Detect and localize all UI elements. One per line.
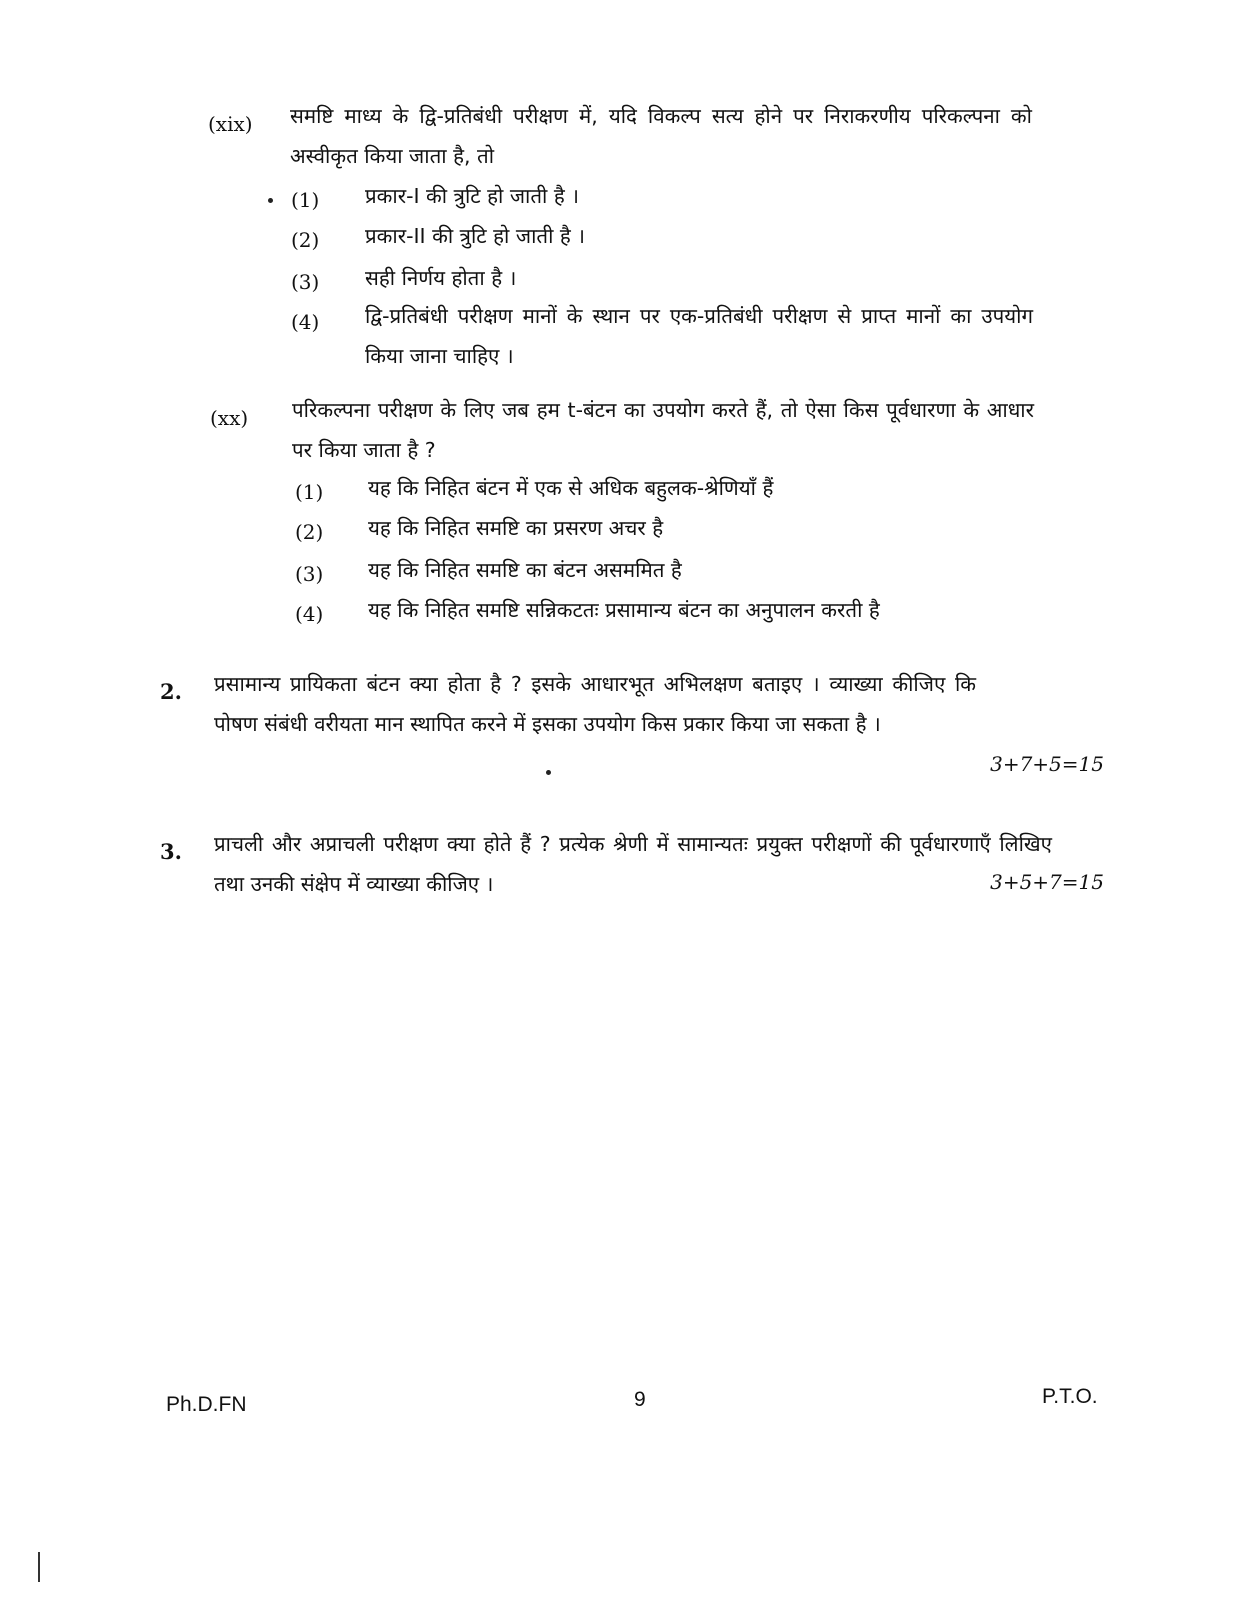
footer-page-number: 9: [634, 1388, 646, 1411]
question-xx-option-4-num: (4): [295, 602, 324, 626]
question-xix-option-2-num: (2): [291, 228, 320, 252]
question-xix-text: समष्टि माध्य के द्वि-प्रतिबंधी परीक्षण में, यदि विकल्प सत्य होने पर निराकरणीय परिकल्पना को अस्वीकृत किया जाता है, तो: [290, 104, 1032, 168]
footer-pto: P.T.O.: [1042, 1385, 1098, 1408]
question-xx-option-3-text: यह कि निहित समष्टि का बंटन असममित है: [368, 558, 682, 582]
question-2-marks: 3+7+5=15: [990, 752, 1104, 776]
question-xix-option-3-text: सही निर्णय होता है ।: [365, 266, 517, 290]
question-2-number: 2.: [160, 679, 182, 704]
question-3-text: प्राचली और अप्राचली परीक्षण क्या होते हैं ? प्रत्येक श्रेणी में सामान्यतः प्रयुक्त परीक्षणों की पूर्वधारणाएँ लिखिए तथा उनकी संक्षेप में व्याख्या कीजिए ।: [214, 832, 1052, 896]
stray-dot: [268, 198, 273, 203]
question-xix-option-1-text: प्रकार-I की त्रुटि हो जाती है ।: [365, 184, 580, 208]
question-xix-option-4-num: (4): [291, 310, 320, 334]
question-xx-text: परिकल्पना परीक्षण के लिए जब हम t-बंटन का उपयोग करते हैं, तो ऐसा किस पूर्वधारणा के आधार पर किया जाता है ?: [292, 398, 1034, 462]
question-xx-option-1-num: (1): [295, 480, 324, 504]
question-xix-option-3-num: (3): [291, 270, 320, 294]
stray-dot: [546, 770, 551, 775]
question-xix-option-1-num: (1): [291, 188, 320, 212]
question-3-number: 3.: [160, 839, 182, 864]
question-xx-label: (xx): [210, 406, 249, 430]
margin-mark: [38, 1552, 40, 1582]
question-2-text: प्रसामान्य प्रायिकता बंटन क्या होता है ? इसके आधारभूत अभिलक्षण बताइए । व्याख्या कीजिए कि पोषण संबंधी वरीयता मान स्थापित करने में इसका उपयोग किस प्रकार किया जा सकता है ।: [214, 672, 976, 736]
question-xix-option-4-text: द्वि-प्रतिबंधी परीक्षण मानों के स्थान पर एक-प्रतिबंधी परीक्षण से प्राप्त मानों का उपयोग किया जाना चाहिए ।: [365, 304, 1033, 368]
question-xix-option-2-text: प्रकार-II की त्रुटि हो जाती है ।: [365, 224, 586, 248]
footer-paper-code: Ph.D.FN: [166, 1393, 247, 1416]
question-xx-option-2-num: (2): [295, 520, 324, 544]
question-xx-option-1-text: यह कि निहित बंटन में एक से अधिक बहुलक-श्रेणियाँ हैं: [368, 476, 774, 500]
question-xx-option-3-num: (3): [295, 562, 324, 586]
question-xx-option-2-text: यह कि निहित समष्टि का प्रसरण अचर है: [368, 516, 664, 540]
question-3-marks: 3+5+7=15: [990, 870, 1104, 894]
question-xix-label: (xix): [208, 112, 253, 136]
question-xx-option-4-text: यह कि निहित समष्टि सन्निकटतः प्रसामान्य बंटन का अनुपालन करती है: [368, 598, 880, 622]
